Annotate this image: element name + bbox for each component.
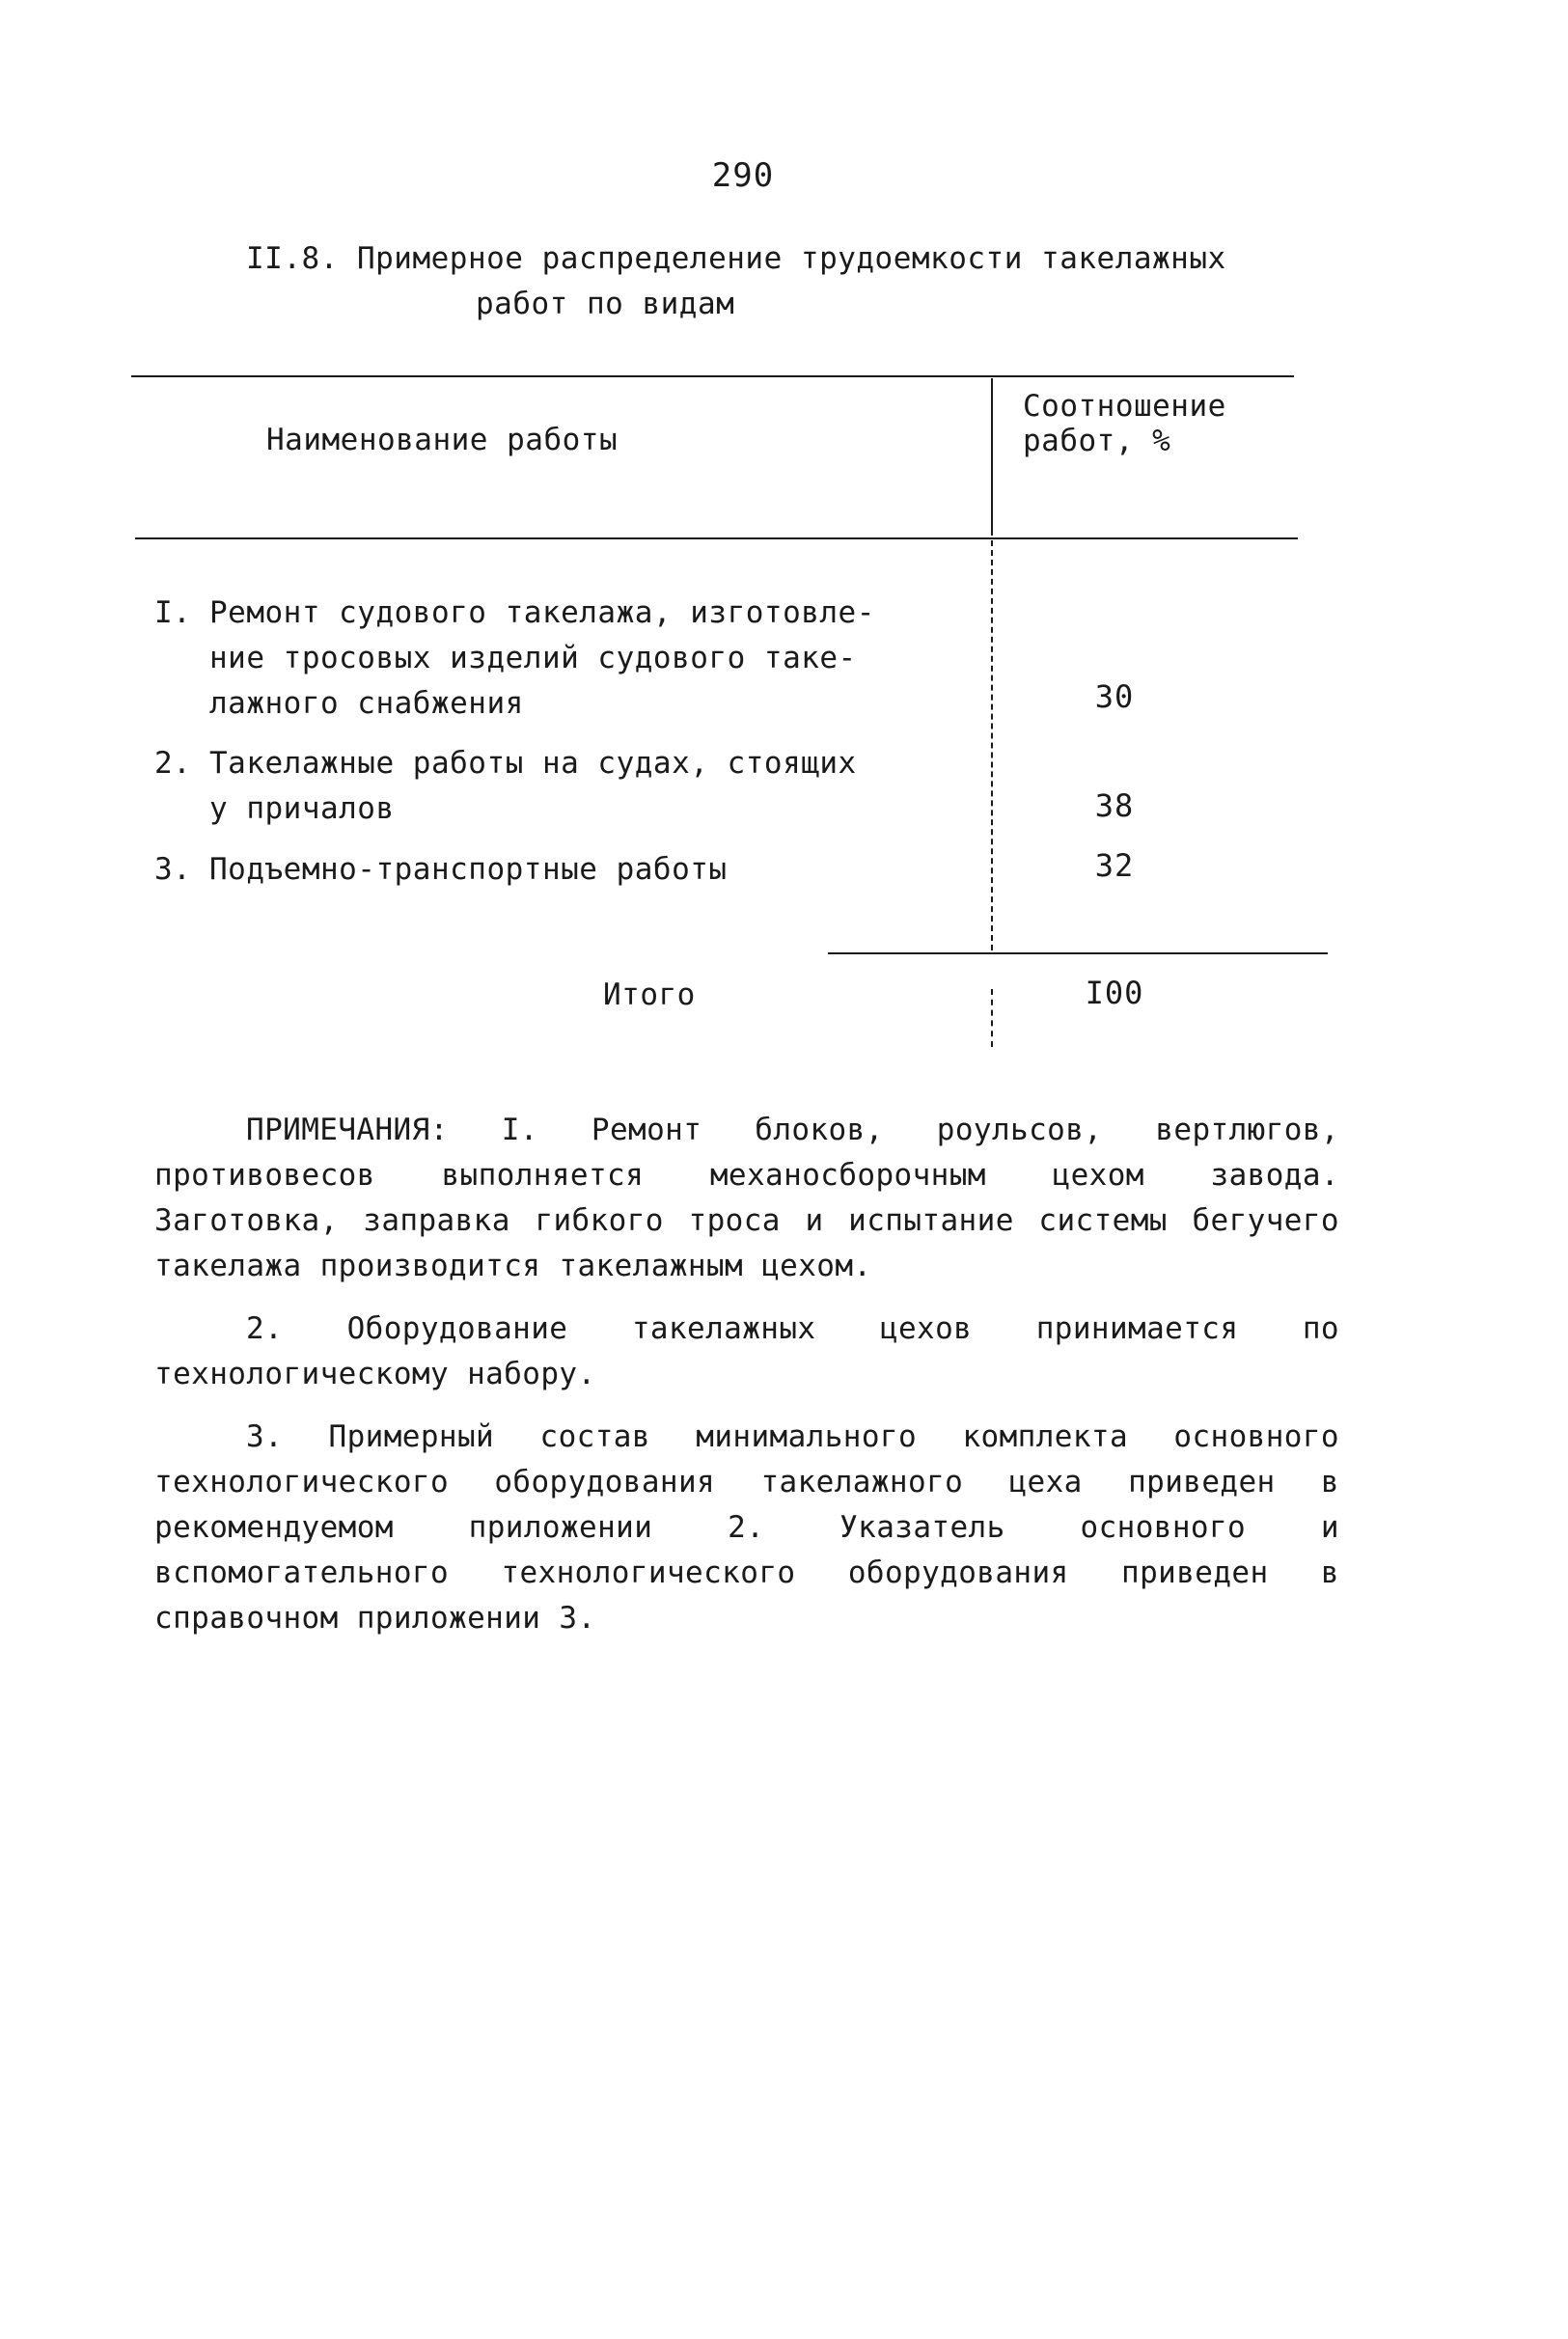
note-paragraph-1: ПРИМЕЧАНИЯ: I. Ремонт блоков, роульсов, вертлюгов, противовесов выполняется механосборочным цехом завода. Заготовка, заправка гибкого троса и испытание системы бегучего такелажа производится такелажным цехом. [154, 1113, 1339, 1283]
row-value: 32 [1094, 847, 1135, 884]
note-paragraph-3: 3. Примерный состав минимального комплекта основного технологического оборудования такелажного цеха приведен в рекомендуемом приложении 2. Указатель основного и вспомогательного технологического оборудования приведен в справочном приложении 3. [154, 1419, 1339, 1636]
table-total-divider [991, 989, 993, 1047]
row-number: 2. [154, 746, 192, 781]
row-text-line: лажного снабжения [209, 686, 524, 721]
row-text-line: Подъемно-транспортные работы [209, 852, 728, 887]
table-header-rule [135, 537, 1298, 539]
table-title [246, 236, 1307, 327]
row-text-line: ние тросовых изделий судового таке- [209, 641, 857, 675]
page-number: 290 [711, 156, 775, 195]
column-header-ratio-line-1: Соотношение [1023, 389, 1226, 424]
table-title-line-1: II.8. Примерное распределение трудоемкости такелажных [246, 241, 1226, 276]
total-label: Итого [603, 977, 696, 1012]
row-text [209, 847, 1001, 893]
note-paragraph-2: 2. Оборудование такелажных цехов принимается по технологическому набору. [154, 1311, 1339, 1391]
row-value: 30 [1094, 678, 1135, 715]
table-title-line-2: работ по видам [476, 287, 735, 321]
row-value: 38 [1094, 787, 1135, 824]
notes-section [154, 1108, 1339, 1641]
column-header-ratio [1023, 389, 1254, 458]
row-text-line: у причалов [209, 791, 395, 826]
row-text-line: Ремонт судового такелажа, изготовле- [209, 595, 875, 630]
table-header-divider [991, 378, 993, 536]
row-number: I. [154, 595, 192, 630]
row-text [209, 591, 1001, 727]
table-total-rule [828, 952, 1328, 954]
total-value: I00 [1085, 975, 1144, 1011]
row-text [209, 741, 1001, 832]
column-header-ratio-line-2: работ, % [1023, 424, 1171, 458]
column-header-name: Наименование работы [266, 423, 619, 457]
table-top-rule [131, 375, 1294, 377]
row-number: 3. [154, 852, 192, 887]
row-text-line: Такелажные работы на судах, стоящих [209, 746, 857, 781]
